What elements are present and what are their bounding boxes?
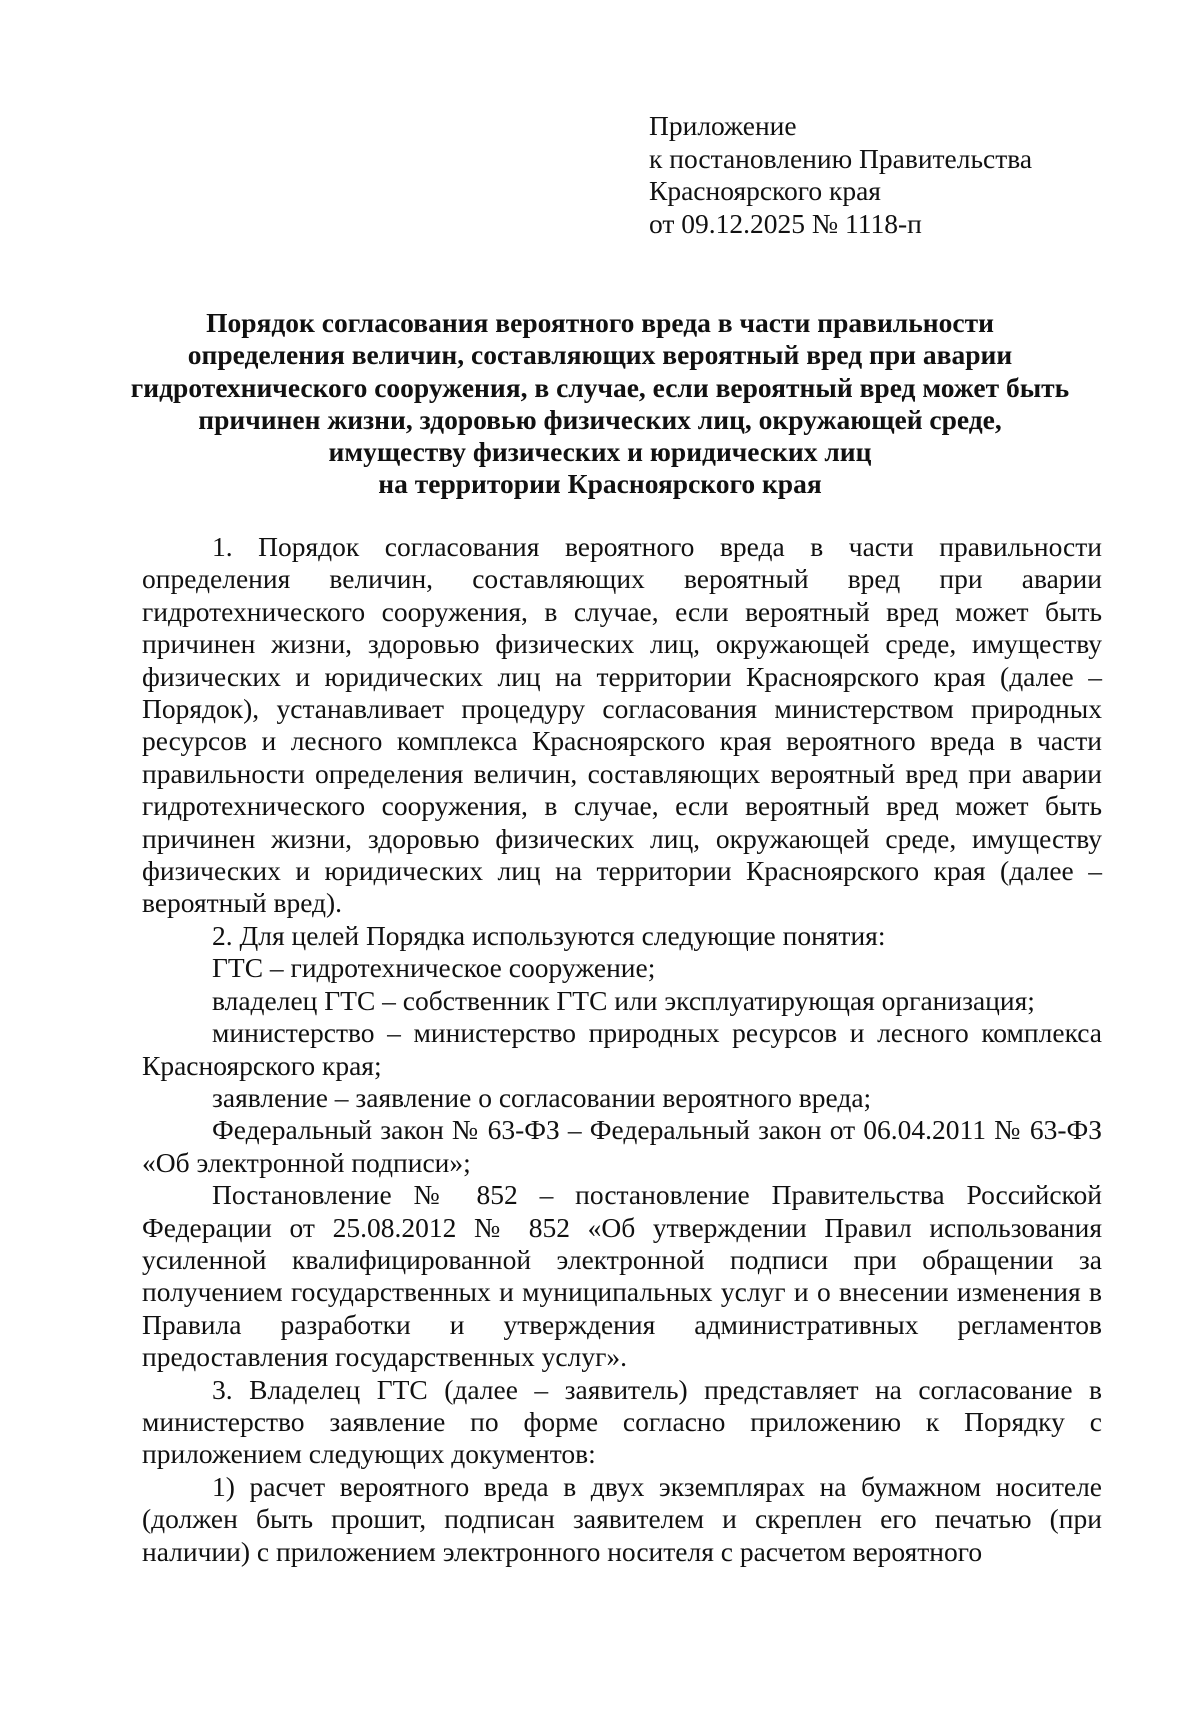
- document-body: [142, 531, 1102, 1568]
- title-line: имуществу физических и юридических лиц: [328, 436, 872, 468]
- paragraph-3: 3. Владелец ГТС (далее – заявитель) представляет на согласование в министерство заявление по форме согласно приложению к Порядку с приложением следующих документов:: [142, 1373, 1102, 1470]
- annex-date-number: от 09.12.2025 № 1118-п: [649, 207, 922, 239]
- title-line: гидротехнического сооружения, в случае, если вероятный вред может быть: [130, 371, 1070, 403]
- definition-gts: ГТС – гидротехническое сооружение;: [212, 952, 656, 984]
- annex-line: Красноярского края: [649, 175, 881, 206]
- title-line: причинен жизни, здоровью физических лиц, окружающей среде,: [198, 403, 1002, 435]
- title-line: Порядок согласования вероятного вреда в части правильности: [206, 307, 994, 338]
- document-title: [130, 307, 1070, 501]
- annex-line: к постановлению Правительства: [649, 142, 1033, 174]
- paragraph-2: 2. Для целей Порядка используются следующие понятия:: [212, 919, 886, 951]
- list-item-1: 1) расчет вероятного вреда в двух экземплярах на бумажном носителе (должен быть прошит, подписан заявителем и скреплен его печатью (при наличии) с приложением электронного носителя с расчетом вероятного: [142, 1470, 1102, 1567]
- definition-federal-law: Федеральный закон № 63-ФЗ – Федеральный закон от 06.04.2011 № 63-ФЗ «Об электронной подписи»;: [142, 1114, 1102, 1178]
- definition-ministry: министерство – министерство природных ресурсов и лесного комплекса Красноярского края;: [142, 1017, 1102, 1081]
- definition-owner: владелец ГТС – собственник ГТС или эксплуатирующая организация;: [212, 984, 1035, 1016]
- annex-line: Приложение: [649, 110, 797, 141]
- title-line: определения величин, составляющих вероятный вред при аварии: [187, 339, 1013, 371]
- paragraph-1: 1. Порядок согласования вероятного вреда в части правильности определения величин, составляющих вероятный вред при аварии гидротехнического сооружения, в случае, если вероятный вред может быть причинен жизни, здоровью физических лиц, окружающей среде, имуществу физических и юридических лиц на территории Красноярского края (далее – Порядок), устанавливает процедуру согласования министерством природных ресурсов и лесного комплекса Красноярского края вероятного вреда в части правильности определения величин, составляющих вероятный вред при аварии гидротехнического сооружения, в случае, если вероятный вред может быть причинен жизни, здоровью физических лиц, окружающей среде, имуществу физических и юридических лиц на территории Красноярского края (далее – вероятный вред).: [142, 531, 1102, 919]
- definition-application: заявление – заявление о согласовании вероятного вреда;: [212, 1081, 872, 1113]
- definition-decree-852: Постановление № 852 – постановление Правительства Российской Федерации от 25.08.2012 № 852 «Об утверждении Правил использования усиленной квалифицированной электронной подписи при обращении за получением государственных и муниципальных услуг и о внесении изменения в Правила разработки и утверждения административных регламентов предоставления государственных услуг».: [142, 1179, 1102, 1373]
- title-line: на территории Красноярского края: [378, 468, 822, 500]
- annex-header: [649, 110, 1149, 240]
